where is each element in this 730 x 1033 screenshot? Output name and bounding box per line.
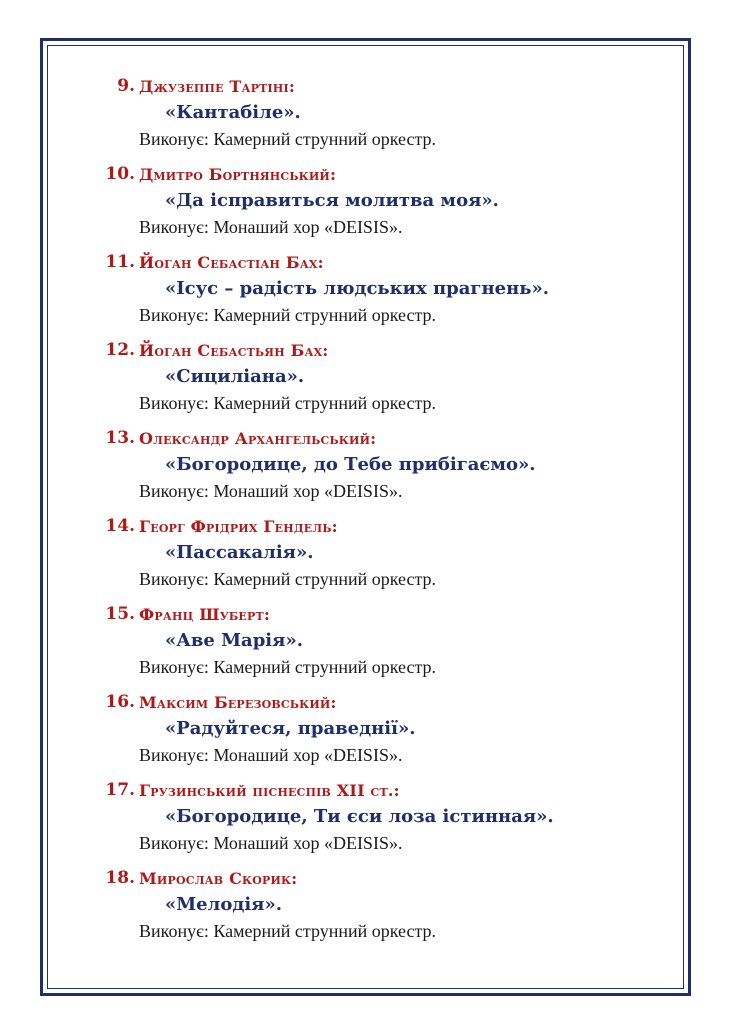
- item-number: 12.: [105, 340, 135, 360]
- program-item: [99, 75, 659, 163]
- piece-title: «Пассакалія».: [165, 542, 314, 563]
- piece-title: «Богородице, Ти єси лоза істинная».: [165, 806, 554, 827]
- composer-name: Йоган Себастіан Бах:: [139, 253, 324, 272]
- performer-line: Виконує: Камерний струнний оркестр.: [139, 129, 437, 149]
- performer-line: Виконує: Камерний струнний оркестр.: [139, 569, 437, 589]
- composer-name: Йоган Себастьян Бах:: [139, 341, 329, 360]
- piece-title: «Ісус – радість людських прагнень».: [165, 278, 549, 299]
- performer-line: Виконує: Монаший хор «DEISIS».: [139, 481, 403, 501]
- page-frame: [40, 38, 691, 996]
- concert-program-list: [99, 75, 659, 955]
- program-item: [99, 603, 659, 691]
- performer-line: Виконує: Монаший хор «DEISIS».: [139, 745, 403, 765]
- composer-name: Олександр Архангельський:: [139, 429, 377, 448]
- item-number: 9.: [117, 76, 135, 96]
- item-number: 18.: [105, 868, 135, 888]
- program-item: [99, 691, 659, 779]
- piece-title: «Богородице, до Тебе прибігаємо».: [165, 454, 536, 475]
- program-item: [99, 427, 659, 515]
- program-item: [99, 515, 659, 603]
- performer-line: Виконує: Камерний струнний оркестр.: [139, 305, 437, 325]
- program-item: [99, 339, 659, 427]
- performer-line: Виконує: Камерний струнний оркестр.: [139, 393, 437, 413]
- piece-title: «Сициліана».: [165, 366, 305, 387]
- program-item: [99, 867, 659, 955]
- program-item: [99, 251, 659, 339]
- composer-name: Грузинський піснеспів XII ст.:: [139, 781, 400, 800]
- program-item: [99, 779, 659, 867]
- item-number: 13.: [105, 428, 135, 448]
- piece-title: «Радуйтеся, праведнії».: [165, 718, 416, 739]
- piece-title: «Да ісправиться молитва моя».: [165, 190, 499, 211]
- composer-name: Георг Фрідрих Гендель:: [139, 517, 338, 536]
- item-number: 14.: [105, 516, 135, 536]
- composer-name: Максим Березовський:: [139, 693, 337, 712]
- piece-title: «Мелодія».: [165, 894, 282, 915]
- performer-line: Виконує: Монаший хор «DEISIS».: [139, 833, 403, 853]
- performer-line: Виконує: Камерний струнний оркестр.: [139, 657, 437, 677]
- performer-line: Виконує: Камерний струнний оркестр.: [139, 921, 437, 941]
- composer-name: Дмитро Бортнянський:: [139, 165, 337, 184]
- item-number: 16.: [105, 692, 135, 712]
- item-number: 11.: [105, 252, 135, 272]
- piece-title: «Аве Марія».: [165, 630, 303, 651]
- performer-line: Виконує: Монаший хор «DEISIS».: [139, 217, 403, 237]
- composer-name: Мирослав Скорик:: [139, 869, 298, 888]
- composer-name: Франц Шуберт:: [139, 605, 270, 624]
- piece-title: «Кантабіле».: [165, 102, 301, 123]
- program-item: [99, 163, 659, 251]
- item-number: 17.: [105, 780, 135, 800]
- composer-name: Джузеппе Тартіні:: [139, 77, 295, 96]
- item-number: 15.: [105, 604, 135, 624]
- item-number: 10.: [105, 164, 135, 184]
